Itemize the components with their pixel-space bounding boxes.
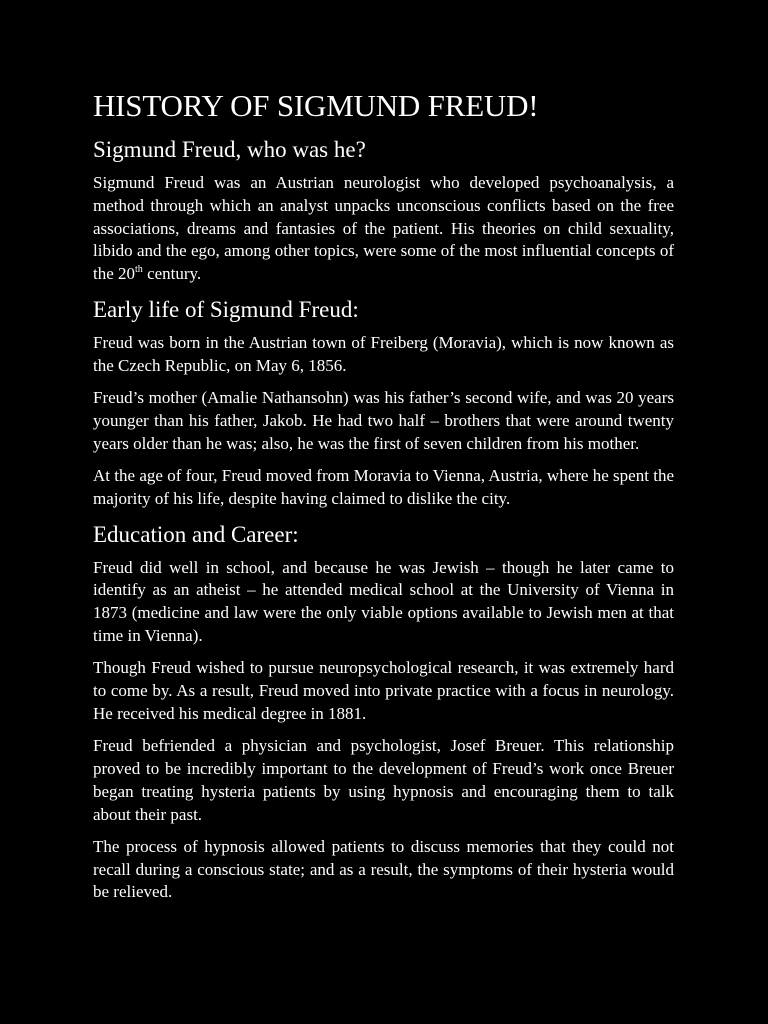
paragraph xyxy=(93,172,674,286)
paragraph: Freud befriended a physician and psychologist, Josef Breuer. This relationship proved to be incredibly important to the development of Freud’s work once Breuer began treating hysteria patients by using hypnosis and encouraging them to talk about their past. xyxy=(93,736,674,824)
paragraph: Freud did well in school, and because he was Jewish – though he later came to identify as an atheist – he attended medical school at the University of Vienna in 1873 (medicine and law were the only viable options available to Jewish men at that time in Vienna). xyxy=(93,557,674,645)
section-heading: Early life of Sigmund Freud: xyxy=(93,296,359,322)
section-heading: Sigmund Freud, who was he? xyxy=(93,137,366,162)
document-title: HISTORY OF SIGMUND FREUD! xyxy=(93,88,539,123)
section-education-career xyxy=(93,521,674,905)
section-early-life xyxy=(93,296,674,511)
paragraph: At the age of four, Freud moved from Moravia to Vienna, Austria, where he spent the majority of his life, despite having claimed to dislike the city. xyxy=(93,465,674,508)
section-who-was-he xyxy=(93,136,674,286)
ordinal-superscript: th xyxy=(135,263,143,275)
section-heading: Education and Career: xyxy=(93,521,299,547)
paragraph: Freud’s mother (Amalie Nathansohn) was his father’s second wife, and was 20 years younger than his father, Jakob. He had two half – brothers that were around twenty years older than he was; also, he was the first of seven children from his mother. xyxy=(93,388,674,453)
paragraph-text-end: century. xyxy=(142,264,202,284)
document-page xyxy=(93,88,674,914)
paragraph: Though Freud wished to pursue neuropsychological research, it was extremely hard to come by. As a result, Freud moved into private practice with a focus in neurology. He received his medical degree in 1881. xyxy=(93,658,674,723)
paragraph: The process of hypnosis allowed patients to discuss memories that they could not recall during a conscious state; and as a result, the symptoms of their hysteria would be relieved. xyxy=(93,836,674,902)
paragraph: Freud was born in the Austrian town of Freiberg (Moravia), which is now known as the Czech Republic, on May 6, 1856. xyxy=(93,332,674,375)
paragraph-text: Sigmund Freud was an Austrian neurologist who developed psychoanalysis, a method through which an analyst unpacks unconscious conflicts based on the free associations, dreams and fantasies of the patient. His theories on child sexuality, libido and the ego, among other topics, were some of the most influential concepts of the 20 xyxy=(93,173,674,284)
